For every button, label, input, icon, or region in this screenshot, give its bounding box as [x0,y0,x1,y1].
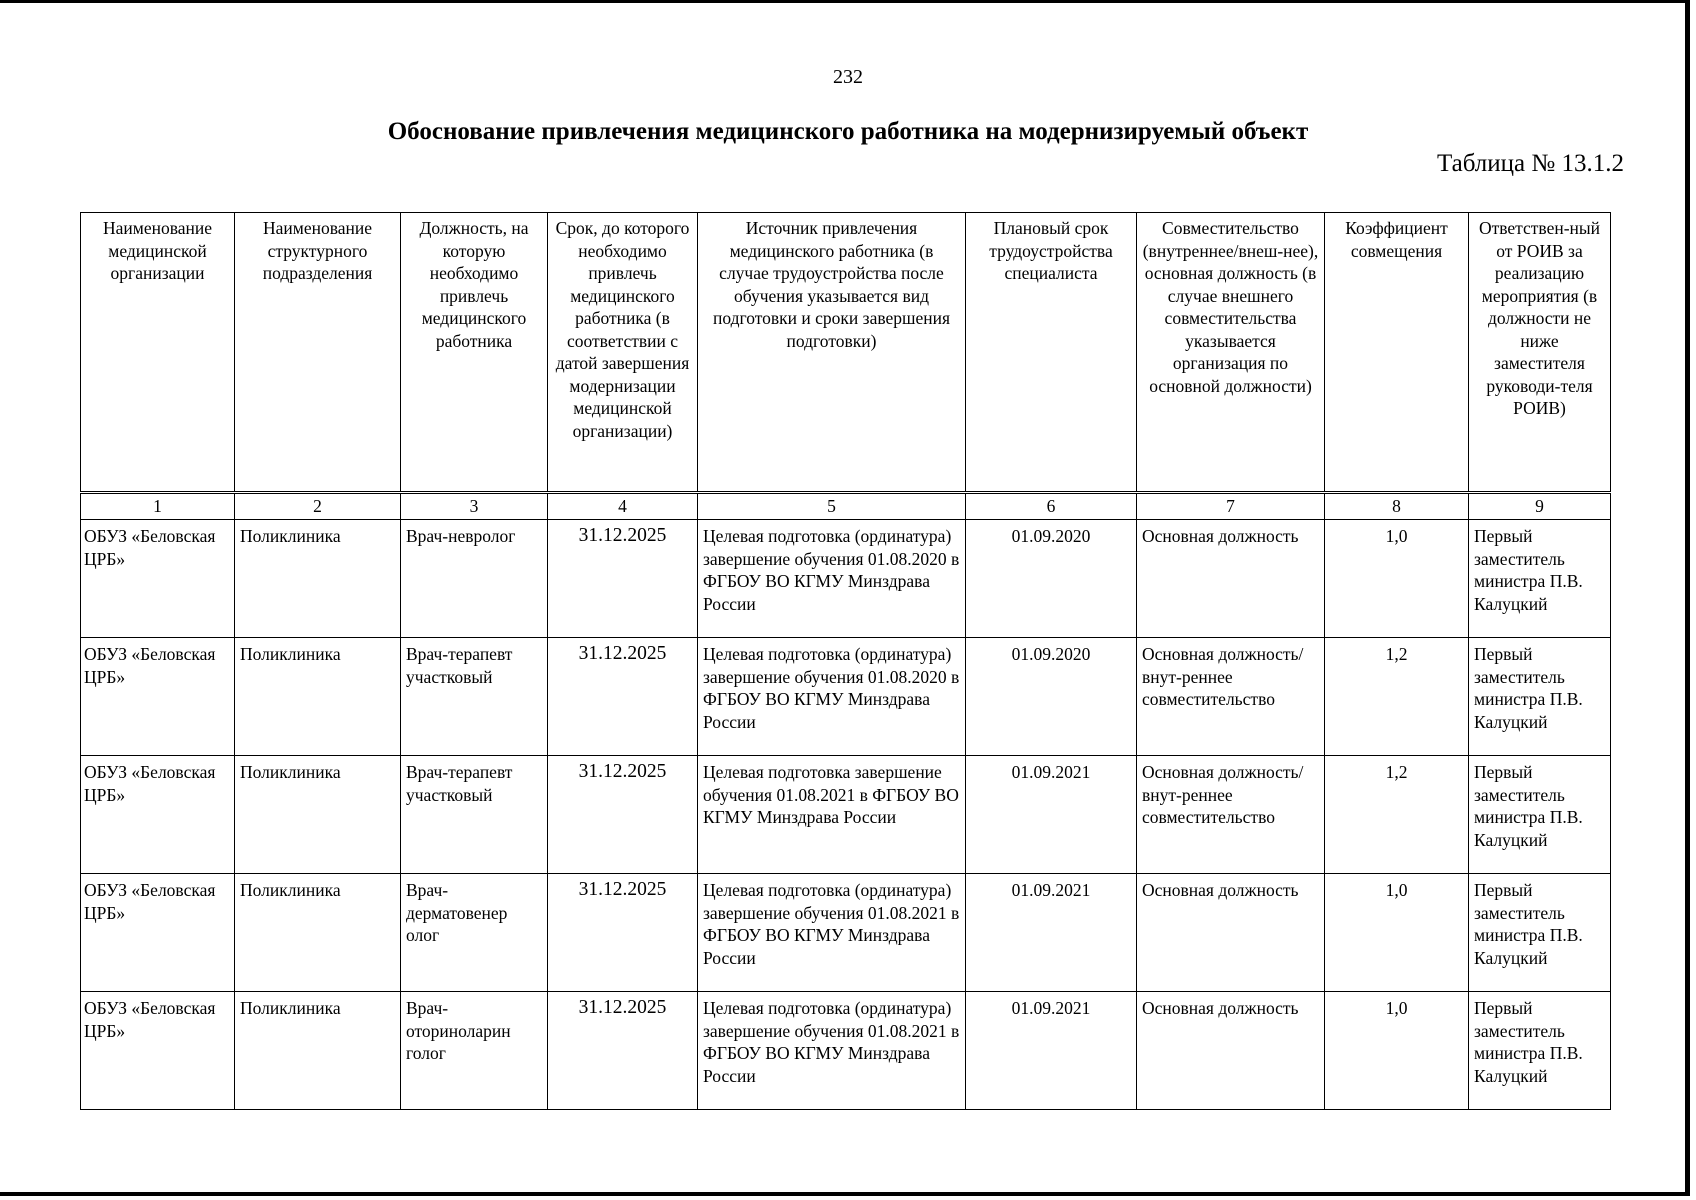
cell-combination: Основная должность [1137,520,1325,638]
table-row [81,520,1611,638]
table-label: Таблица № 13.1.2 [1436,150,1624,177]
header-source: Источник привлечения медицинского работника (в случае трудоустройства после обучения указывается вид подготовки и сроки завершения подготовки) [698,213,966,493]
column-number: 5 [698,493,966,520]
cell-organization: ОБУЗ «Беловская ЦРБ» [81,638,235,756]
page-number: 232 [833,66,863,88]
cell-planned-date: 01.09.2021 [966,874,1137,992]
cell-deadline: 31.12.2025 [548,992,698,1110]
cell-responsible: Первый заместитель министра П.В. Калуцкий [1469,520,1611,638]
header-responsible: Ответствен-ный от РОИВ за реализацию мероприятия (в должности не ниже заместителя руководи-теля РОИВ) [1469,213,1611,493]
header-planned-date: Плановый срок трудоустройства специалиста [966,213,1137,493]
cell-source: Целевая подготовка (ординатура) завершение обучения 01.08.2021 в ФГБОУ ВО КГМУ Минздрава России [698,874,966,992]
cell-department: Поликлиника [235,756,401,874]
cell-source: Целевая подготовка (ординатура) завершение обучения 01.08.2021 в ФГБОУ ВО КГМУ Минздрава России [698,992,966,1110]
cell-coefficient: 1,2 [1325,756,1469,874]
cell-deadline: 31.12.2025 [548,756,698,874]
cell-planned-date: 01.09.2021 [966,756,1137,874]
column-number: 9 [1469,493,1611,520]
cell-responsible: Первый заместитель министра П.В. Калуцкий [1469,874,1611,992]
cell-organization: ОБУЗ «Беловская ЦРБ» [81,874,235,992]
cell-deadline: 31.12.2025 [548,520,698,638]
header-coefficient: Коэффициент совмещения [1325,213,1469,493]
cell-coefficient: 1,2 [1325,638,1469,756]
cell-department: Поликлиника [235,520,401,638]
column-number-row [81,493,1611,520]
cell-responsible: Первый заместитель министра П.В. Калуцкий [1469,756,1611,874]
header-combination: Совместительство (внутреннее/внеш-нее), основная должность (в случае внешнего совместительства указывается организация по основной должности) [1137,213,1325,493]
cell-responsible: Первый заместитель министра П.В. Калуцкий [1469,992,1611,1110]
cell-planned-date: 01.09.2021 [966,992,1137,1110]
cell-combination: Основная должность/внут-реннее совместительство [1137,638,1325,756]
cell-department: Поликлиника [235,638,401,756]
column-number: 7 [1137,493,1325,520]
column-number: 8 [1325,493,1469,520]
cell-position: Врач-терапевт участковый [401,638,548,756]
header-deadline: Срок, до которого необходимо привлечь медицинского работника (в соответствии с датой завершения модернизации медицинской организации) [548,213,698,493]
table-row [81,638,1611,756]
cell-department: Поликлиника [235,874,401,992]
column-number: 3 [401,493,548,520]
header-position: Должность, на которую необходимо привлечь медицинского работника [401,213,548,493]
cell-planned-date: 01.09.2020 [966,520,1137,638]
header-row [81,213,1611,493]
cell-source: Целевая подготовка завершение обучения 01.08.2021 в ФГБОУ ВО КГМУ Минздрава России [698,756,966,874]
cell-department: Поликлиника [235,992,401,1110]
document-title: Обоснование привлечения медицинского работника на модернизируемый объект [387,118,1309,145]
cell-organization: ОБУЗ «Беловская ЦРБ» [81,756,235,874]
cell-responsible: Первый заместитель министра П.В. Калуцкий [1469,638,1611,756]
cell-combination: Основная должность/внут-реннее совместительство [1137,756,1325,874]
table-row [81,874,1611,992]
column-number: 1 [81,493,235,520]
header-organization: Наименование медицинской организации [81,213,235,493]
column-number: 4 [548,493,698,520]
cell-coefficient: 1,0 [1325,992,1469,1110]
cell-organization: ОБУЗ «Беловская ЦРБ» [81,992,235,1110]
cell-position: Врач-невролог [401,520,548,638]
cell-combination: Основная должность [1137,992,1325,1110]
cell-deadline: 31.12.2025 [548,638,698,756]
cell-source: Целевая подготовка (ординатура) завершение обучения 01.08.2020 в ФГБОУ ВО КГМУ Минздрава России [698,638,966,756]
cell-organization: ОБУЗ «Беловская ЦРБ» [81,520,235,638]
table-row [81,992,1611,1110]
cell-source: Целевая подготовка (ординатура) завершение обучения 01.08.2020 в ФГБОУ ВО КГМУ Минздрава России [698,520,966,638]
header-department: Наименование структурного подразделения [235,213,401,493]
cell-combination: Основная должность [1137,874,1325,992]
table-row [81,756,1611,874]
cell-position: Врач-дерматовенер олог [401,874,548,992]
column-number: 6 [966,493,1137,520]
cell-coefficient: 1,0 [1325,874,1469,992]
cell-deadline: 31.12.2025 [548,874,698,992]
cell-position: Врач-терапевт участковый [401,756,548,874]
column-number: 2 [235,493,401,520]
cell-position: Врач-оториноларин голог [401,992,548,1110]
cell-planned-date: 01.09.2020 [966,638,1137,756]
justification-table [80,212,1611,1110]
cell-coefficient: 1,0 [1325,520,1469,638]
